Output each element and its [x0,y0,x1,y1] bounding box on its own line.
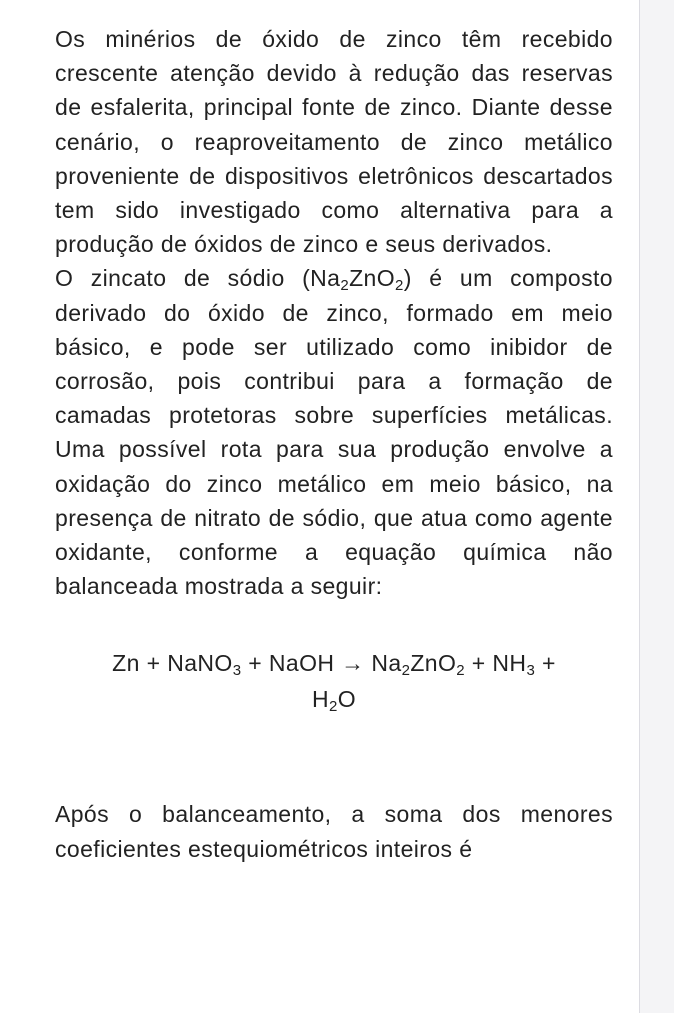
subscript: 3 [232,662,242,680]
question-content [55,22,613,866]
subscript: 3 [526,662,536,680]
equation-segment: + NH [465,650,527,677]
equation-segment: + [535,650,556,677]
equation-line-2 [55,681,613,717]
zincate-paragraph [55,261,613,603]
text-segment: ) é um composto derivado do óxido de zinco, formado em meio básico, e pode ser utilizado como inibidor de corrosão, pois contribui para a formação de camadas protetoras sobre superfícies metálicas. Uma possível rota para sua produção envolve a oxidação do zinco metálico em meio básico, na presença de nitrato de sódio, que atua como agente oxidante, conforme a equação química não balanceada mostrada a seguir: [55,265,613,600]
question-prompt: Após o balanceamento, a soma dos menores coeficientes estequiométricos inteiros é [55,801,613,862]
spacer [55,717,613,797]
equation-segment: Zn + NaNO [112,650,233,677]
equation-segment: O [337,686,357,713]
context-paragraph: Os minérios de óxido de zinco têm recebido crescente atenção devido à redução das reservas de esfalerita, principal fonte de zinco. Diante desse cenário, o reaproveitamento de zinco metálico proveniente de dispositivos eletrônicos descartados tem sido investigado como alternativa para a produção de óxidos de zinco e seus derivados. [55,26,613,258]
subscript: 2 [456,662,466,680]
equation-segment: ZnO [410,650,457,677]
subscript: 2 [395,277,404,295]
subscript: 2 [340,277,350,295]
subscript: 2 [401,662,411,680]
equation-segment: + NaOH → Na [241,650,402,677]
subscript: 2 [328,698,338,716]
chemical-equation [55,645,613,717]
equation-segment: H [311,686,329,713]
text-segment: O zincato de sódio (Na [55,265,341,292]
text-segment: ZnO [349,265,396,292]
